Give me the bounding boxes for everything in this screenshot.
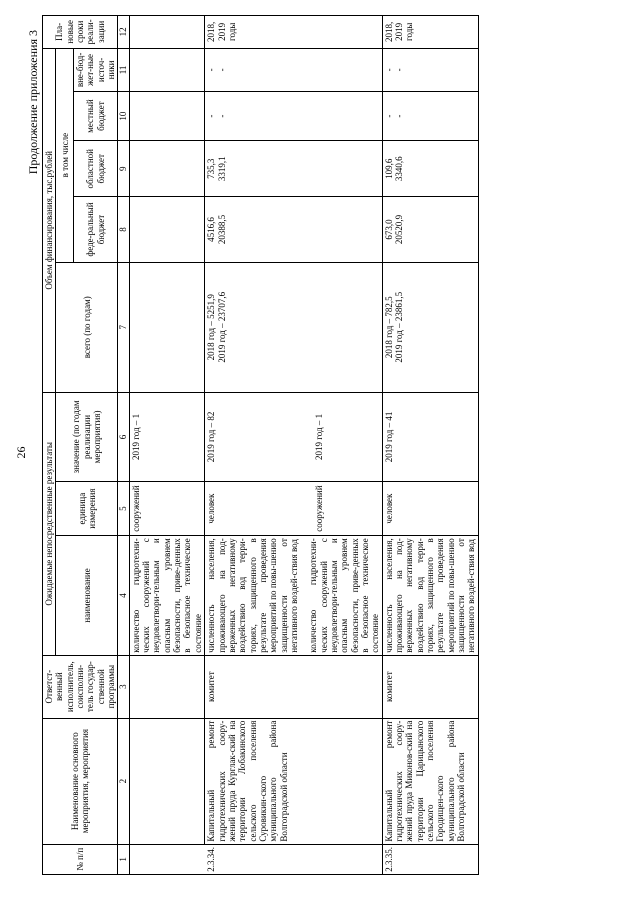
total-2018: 2018 год – 782,5: [383, 296, 394, 359]
local-cell: [382, 92, 478, 141]
column-number: 11: [118, 48, 129, 92]
indicator-value: 2019 год – 1: [313, 413, 324, 460]
column-number: 9: [118, 141, 129, 197]
executor: комитет: [382, 655, 478, 718]
other-2019: -: [394, 68, 404, 72]
indicator-value: 2019 год – 82: [206, 411, 217, 463]
row-number: 2.3.34.: [205, 844, 383, 874]
federal-2019: 20520,9: [394, 214, 404, 245]
indicator-unit: человек: [206, 493, 217, 524]
indicator-name: количество гидротехни-ческих сооружений с неудовлетвори-тельным и опасным уровнем безопасности, приве-денных в безопасное техническое состояние: [308, 538, 381, 653]
total-2018: 2018 год – 5251,9: [206, 294, 217, 361]
federal-cell: [382, 197, 478, 262]
indicator-name: количество гидротехни-ческих сооружений с неудовлетвори-тельным и опасным уровнем безопасности, приве-денных в безопасное техническое состояние: [129, 536, 204, 655]
header-executor: Ответст-венный исполнитель, соисполни-тель государ-ственной программы: [43, 655, 118, 718]
row-number: 2.3.35.: [382, 844, 478, 874]
regional-2019: 3340,6: [394, 156, 404, 182]
regional-cell: [382, 141, 478, 197]
column-number-row: [118, 16, 129, 875]
header-row-1: [43, 16, 56, 875]
total-cell: [382, 262, 478, 392]
local-2018: -: [206, 114, 217, 118]
indicator-unit: сооружений: [313, 485, 324, 532]
value-cell: [205, 392, 383, 481]
federal-cell: [205, 197, 383, 262]
header-result-unit: единица измерения: [56, 481, 118, 535]
table-row-continued: [129, 16, 204, 875]
column-number: 2: [118, 718, 129, 844]
column-number: 3: [118, 655, 129, 718]
header-name: Наименование основного мероприятия, мероприятия: [43, 718, 118, 844]
federal-2019: 20388,5: [216, 214, 227, 245]
total-cell: [205, 262, 383, 392]
continuation-note: Продолжение приложения 3: [26, 30, 40, 175]
header-results-group: Ожидаемые непосредственные результаты: [43, 392, 56, 655]
column-number: 1: [118, 844, 129, 874]
unit-cell: [205, 481, 383, 535]
indicator-value: 2019 год – 41: [382, 392, 478, 481]
other-2018: -: [383, 68, 394, 72]
federal-2018: 4516,6: [206, 217, 217, 242]
activity-name: Капитальный ремонт гидротехнических соору-жений пруда Курглак-ский на территории Лобакинского сельского поселения Суровикин-ского муниципального района Волгоградской области: [205, 718, 383, 844]
other-2018: -: [206, 68, 217, 72]
page-number: 26: [14, 446, 28, 459]
other-cell: [205, 48, 383, 92]
indicator-unit: человек: [382, 481, 478, 535]
total-2019: 2019 год – 23861,5: [394, 291, 404, 363]
column-number: 4: [118, 536, 129, 655]
executor: комитет: [205, 655, 383, 718]
indicator-value: 2019 год – 1: [129, 392, 204, 481]
total-2019: 2019 год – 23707,6: [216, 291, 227, 363]
program-table: [42, 15, 479, 875]
indicator-cell: [205, 536, 383, 655]
header-including: в том числе: [56, 48, 74, 262]
indicator-unit: сооружений: [129, 481, 204, 535]
regional-2018: 109,6: [383, 158, 394, 179]
other-cell: [382, 48, 478, 92]
column-number: 6: [118, 392, 129, 481]
header-funding-group: Объем финансирования, тыс.рублей: [43, 48, 56, 392]
header-num: № п/п: [43, 844, 118, 874]
local-2019: -: [394, 114, 404, 118]
header-regional: областной бюджет: [74, 141, 118, 197]
table-row: [205, 16, 383, 875]
header-total: всего (по годам): [56, 262, 118, 392]
header-other: вне-бюд-жет-ные источ-ники: [74, 48, 118, 92]
local-2019: -: [216, 114, 227, 118]
column-number: 12: [118, 16, 129, 49]
regional-cell: [205, 141, 383, 197]
period: 2018, 2019 годы: [382, 16, 478, 49]
local-2018: -: [383, 114, 394, 118]
column-number: 7: [118, 262, 129, 392]
column-number: 5: [118, 481, 129, 535]
header-period: Пла-новые сроки реали-зации: [43, 16, 118, 49]
header-result-name: наименование: [56, 536, 118, 655]
header-local: местный бюджет: [74, 92, 118, 141]
column-number: 8: [118, 197, 129, 262]
regional-2019: 3319,1: [216, 156, 227, 182]
header-result-value: значение (по годам реализации мероприятия): [56, 392, 118, 481]
column-number: 10: [118, 92, 129, 141]
indicator-name: численность населения, проживающего на под-верженных негативному воздействию вод терри-ториях, защищенного в результате проведения мероприятий по повы-шению защищенности от негативного воздей-ствия вод: [382, 536, 478, 655]
header-federal: феде-ральный бюджет: [74, 197, 118, 262]
indicator-name: численность населения, проживающего на под-верженных негативному воздействию вод терри-ториях, защищенного в результате проведения мероприятий по повы-шению защищенности от негативного воздей-ствия вод: [206, 538, 299, 653]
other-2019: -: [216, 68, 227, 72]
activity-name: Капитальный ремонт гидротехнических соору-жений пруда Миконов-ский на территории Царицынского сельского поселения Городищен-ского муниципального района Волгоградской области: [382, 718, 478, 844]
period: 2018, 2019 годы: [205, 16, 383, 49]
table-row: [382, 16, 478, 875]
federal-2018: 673,0: [383, 219, 394, 240]
regional-2018: 735,3: [206, 158, 217, 179]
local-cell: [205, 92, 383, 141]
